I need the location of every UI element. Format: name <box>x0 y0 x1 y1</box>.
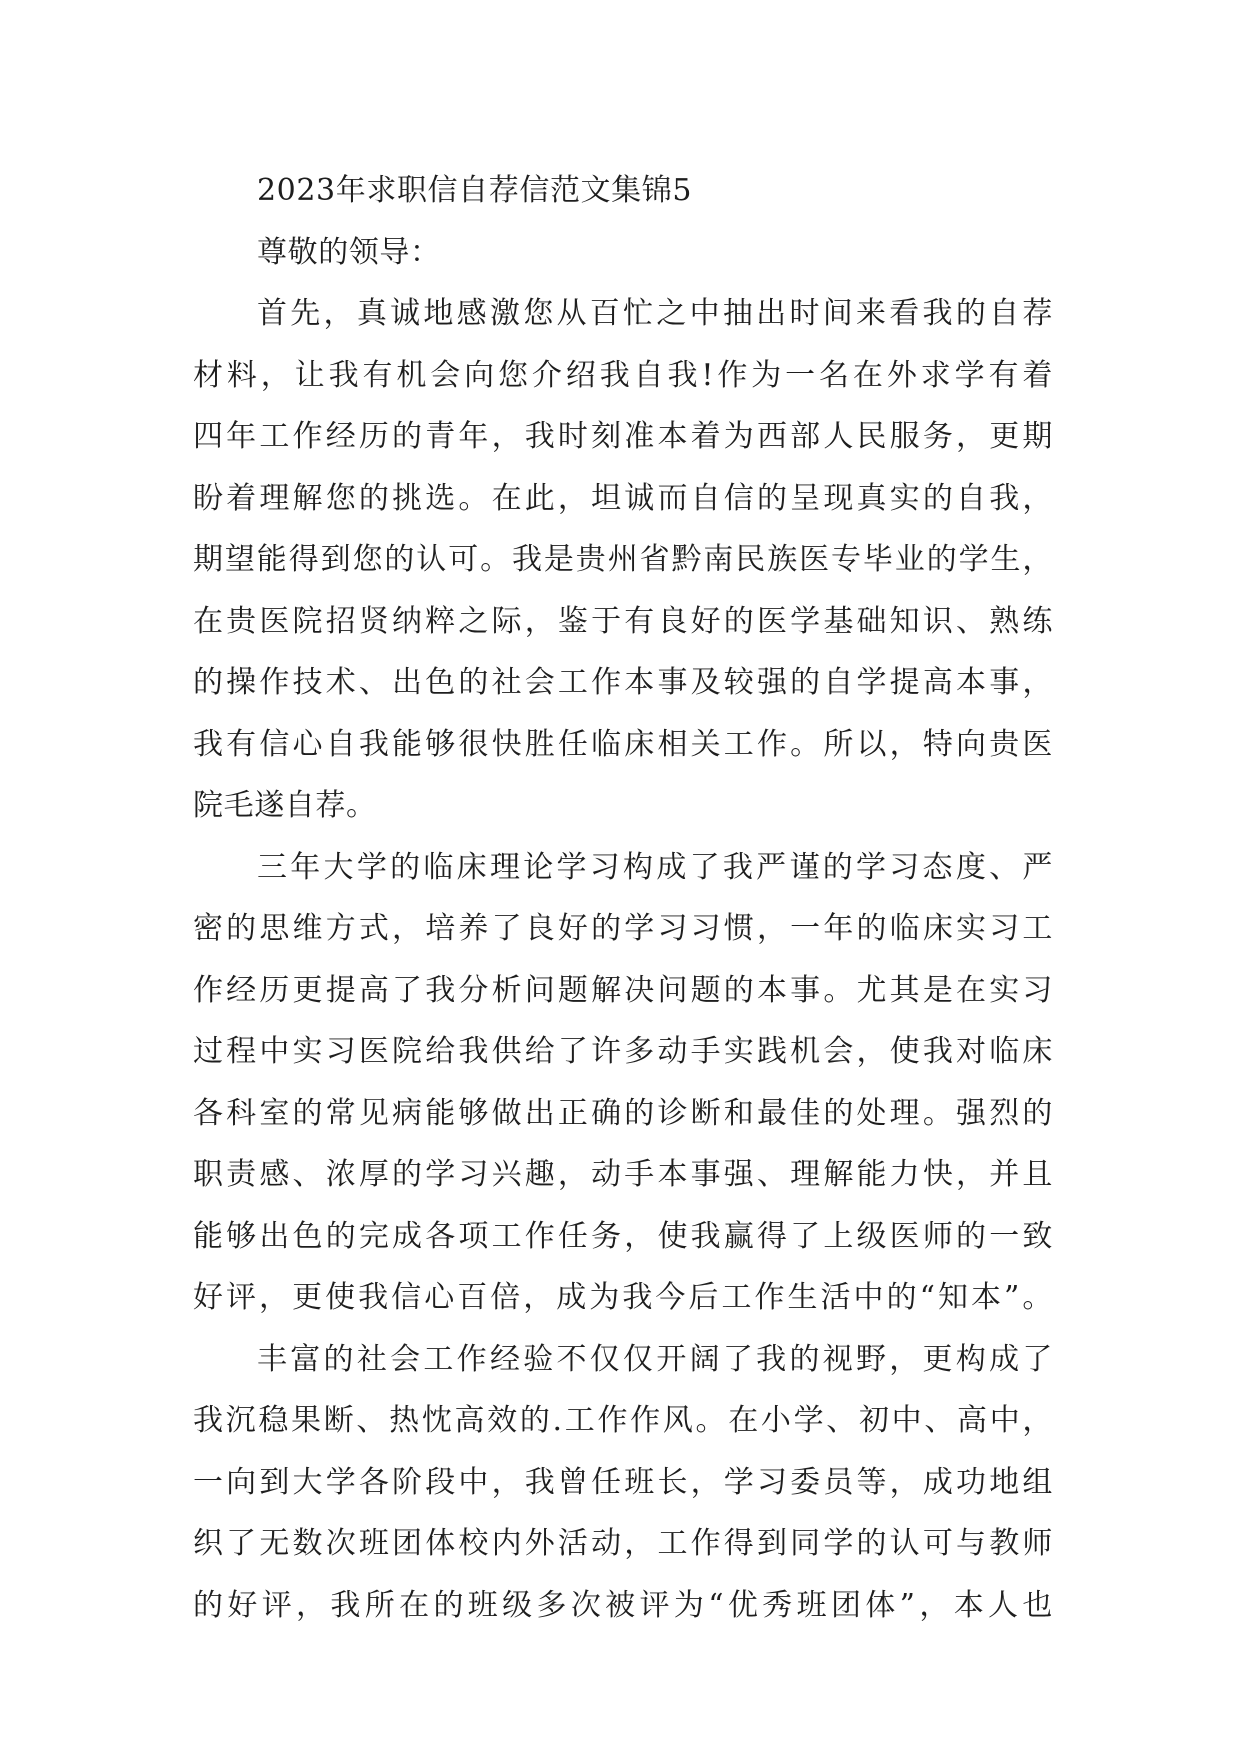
text-line: 织了无数次班团体校内外活动，工作得到同学的认可与教师 <box>193 1526 1053 1561</box>
text-line: 首先，真诚地感激您从百忙之中抽出时间来看我的自荐 <box>257 296 1053 331</box>
text-line: 在贵医院招贤纳粹之际，鉴于有良好的医学基础知识、熟练 <box>193 603 1053 639</box>
text-line: 三年大学的临床理论学习构成了我严谨的学习态度、严 <box>257 849 1053 885</box>
text-line: 过程中实习医院给我供给了许多动手实践机会，使我对临床 <box>193 1034 1053 1069</box>
text-line: 一向到大学各阶段中，我曾任班长，学习委员等，成功地组 <box>193 1464 1053 1500</box>
text-line: 各科室的常见病能够做出正确的诊断和最佳的处理。强烈的 <box>193 1095 1053 1131</box>
document-title: 2023年求职信自荐信范文集锦5 <box>257 173 693 208</box>
text-line: 作经历更提高了我分析问题解决问题的本事。尤其是在实习 <box>193 972 1053 1008</box>
text-line: 四年工作经历的青年，我时刻准本着为西部人民服务，更期 <box>193 419 1053 454</box>
text-line: 盼着理解您的挑选。在此，坦诚而自信的呈现真实的自我， <box>193 480 1053 516</box>
text-line: 职责感、浓厚的学习兴趣，动手本事强、理解能力快，并且 <box>193 1157 1053 1192</box>
salutation: 尊敬的领导： <box>257 234 441 270</box>
text-line: 能够出色的完成各项工作任务，使我赢得了上级医师的一致 <box>193 1218 1053 1254</box>
text-line: 密的思维方式，培养了良好的学习习惯，一年的临床实习工 <box>193 911 1053 946</box>
letter-body <box>193 160 1053 1636</box>
text-line: 好评，更使我信心百倍，成为我今后工作生活中的“知本”。 <box>193 1280 1053 1315</box>
text-line: 我有信心自我能够很快胜任临床相关工作。所以，特向贵医 <box>193 726 1053 762</box>
text-line: 的操作技术、出色的社会工作本事及较强的自学提高本事， <box>193 665 1053 700</box>
text-line: 材料，让我有机会向您介绍我自我!作为一名在外求学有着 <box>193 357 1053 393</box>
text-line: 的好评，我所在的班级多次被评为“优秀班团体”，本人也 <box>193 1587 1053 1623</box>
text-line: 院毛遂自荐。 <box>193 788 377 823</box>
text-line: 期望能得到您的认可。我是贵州省黔南民族医专毕业的学生， <box>193 542 1053 577</box>
text-line: 我沉稳果断、热忱高效的.工作作风。在小学、初中、高中， <box>193 1403 1053 1438</box>
text-line: 丰富的社会工作经验不仅仅开阔了我的视野，更构成了 <box>257 1341 1053 1377</box>
